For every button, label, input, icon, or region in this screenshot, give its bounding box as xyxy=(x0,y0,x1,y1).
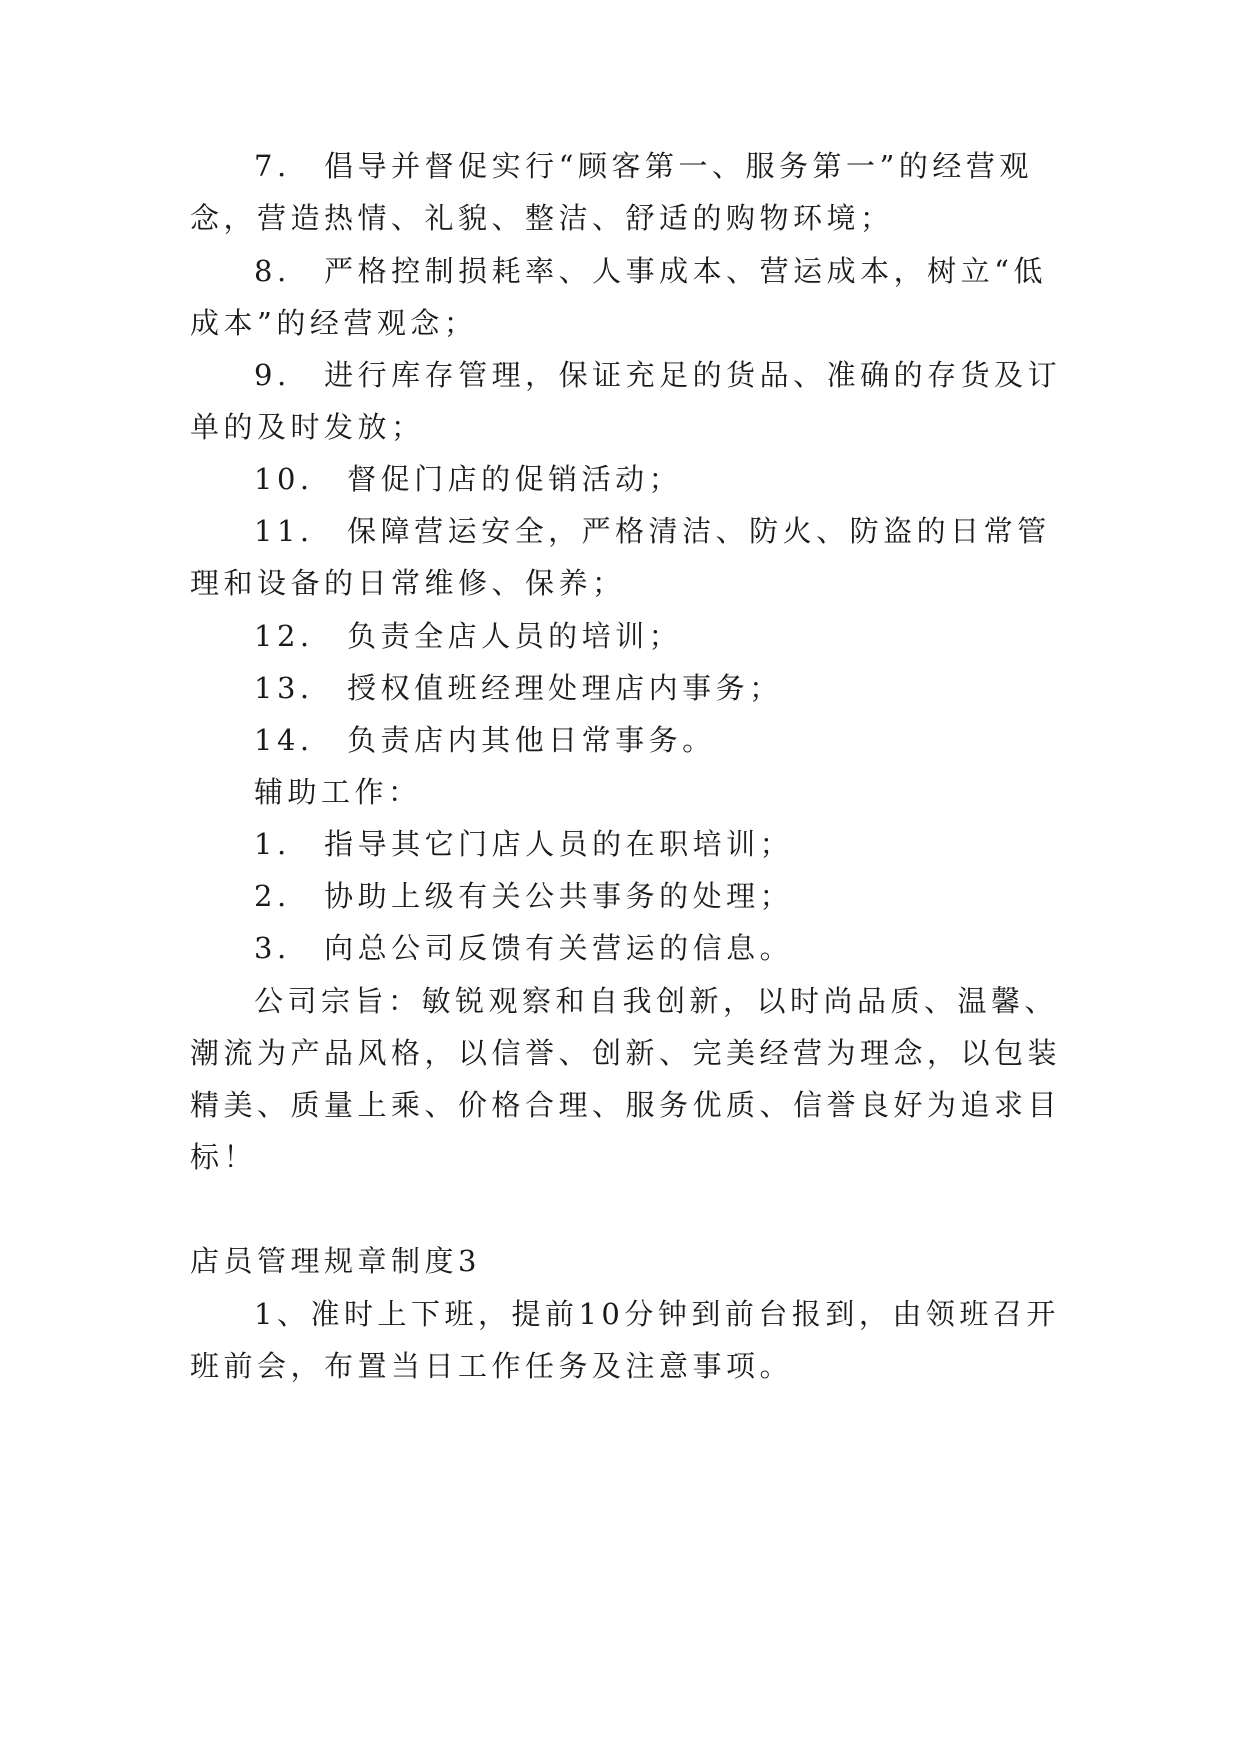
text-line: 10. 督促门店的促销活动； xyxy=(254,462,683,496)
text-line: 辅助工作： xyxy=(254,775,422,809)
text-line: 潮流为产品风格，以信誉、创新、完美经营为理念，以包装 xyxy=(190,1036,1062,1070)
text-line: 1. 指导其它门店人员的在职培训； xyxy=(254,827,794,861)
text-line: 7. 倡导并督促实行“顾客第一、服务第一”的经营观 xyxy=(254,149,1033,183)
text-line: 公司宗旨：敏锐观察和自我创新，以时尚品质、温馨、 xyxy=(254,984,1059,1018)
text-line: 理和设备的日常维修、保养； xyxy=(190,566,626,600)
text-line: 班前会，布置当日工作任务及注意事项。 xyxy=(190,1349,794,1383)
text-line: 成本”的经营观念； xyxy=(190,306,478,340)
section-heading: 店员管理规章制度3 xyxy=(190,1244,481,1278)
text-line: 2. 协助上级有关公共事务的处理； xyxy=(254,879,794,913)
text-line: 11. 保障营运安全，严格清洁、防火、防盗的日常管 xyxy=(254,514,1051,548)
text-line: 13. 授权值班经理处理店内事务； xyxy=(254,671,783,705)
text-line: 8. 严格控制损耗率、人事成本、营运成本，树立“低 xyxy=(254,254,1047,288)
text-line: 标！ xyxy=(190,1140,258,1174)
text-line: 3. 向总公司反馈有关营运的信息。 xyxy=(254,931,794,965)
text-line: 1、准时上下班，提前10分钟到前台报到，由领班召开 xyxy=(254,1297,1060,1331)
text-line: 12. 负责全店人员的培训； xyxy=(254,619,683,653)
text-line: 精美、质量上乘、价格合理、服务优质、信誉良好为追求目 xyxy=(190,1088,1062,1122)
text-line: 14. 负责店内其他日常事务。 xyxy=(254,723,716,757)
text-line: 9. 进行库存管理，保证充足的货品、准确的存货及订 xyxy=(254,358,1062,392)
text-line: 单的及时发放； xyxy=(190,410,425,444)
text-line: 念，营造热情、礼貌、整洁、舒适的购物环境； xyxy=(190,201,894,235)
